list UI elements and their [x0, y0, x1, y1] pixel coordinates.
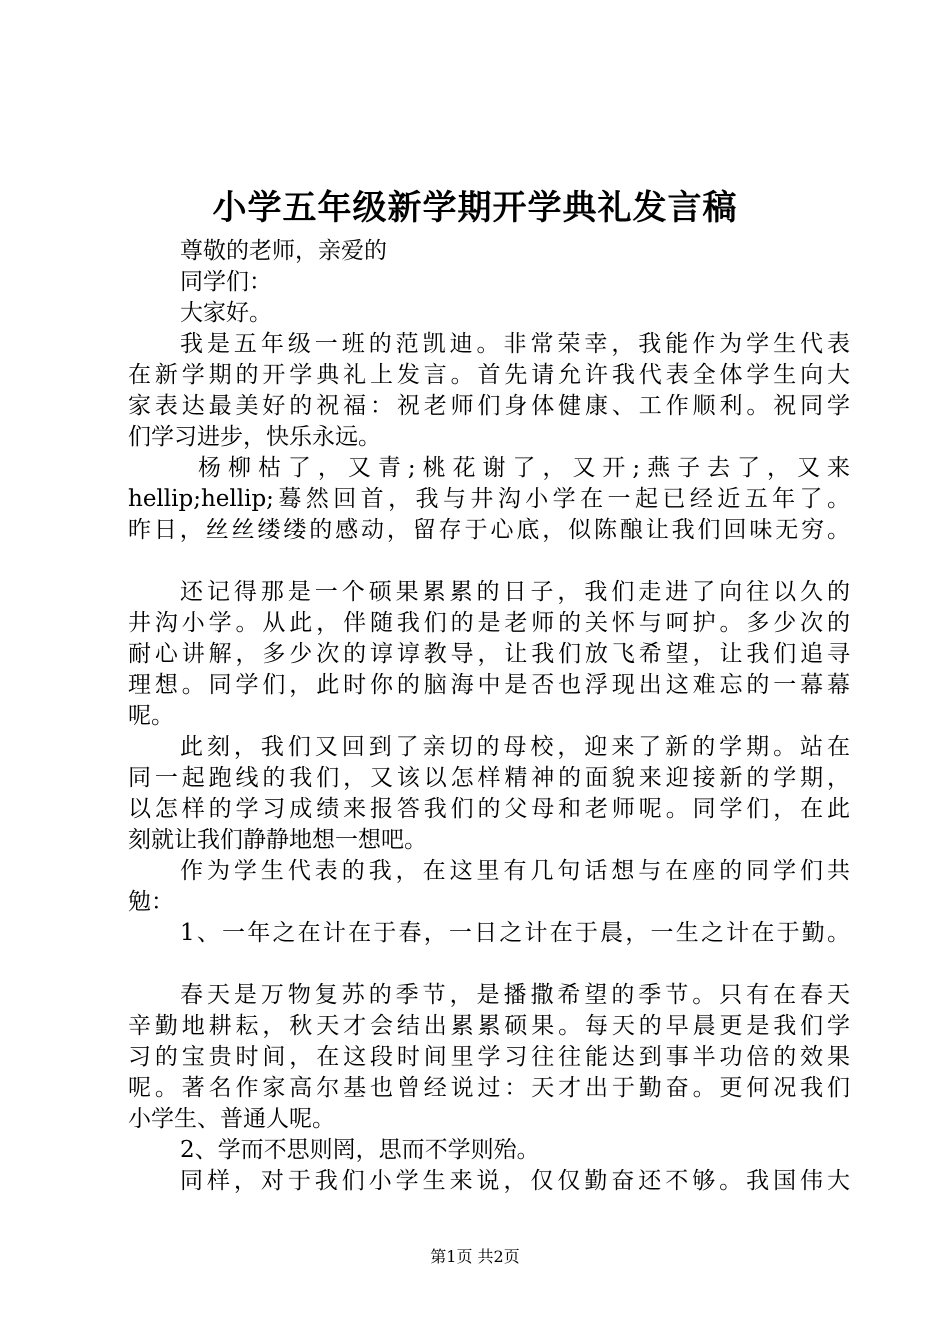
text-line: 同一起跑线的我们，又该以怎样精神的面貌来迎接新的学期，: [128, 765, 850, 791]
text-line: 以怎样的学习成绩来报答我们的父母和老师呢。同学们，在此: [128, 796, 850, 822]
text-line: 1、一年之在计在于春，一日之计在于晨，一生之计在于勤。: [180, 920, 850, 946]
text-line: 辛勤地耕耘，秋天才会结出累累硕果。每天的早晨更是我们学: [128, 1013, 850, 1039]
text-line: 刻就让我们静静地想一想吧。: [128, 827, 427, 853]
text-line: 昨日，丝丝缕缕的感动，留存于心底，似陈酿让我们回味无穷。: [128, 517, 850, 543]
text-line: 2、学而不思则罔，思而不学则殆。: [180, 1137, 540, 1163]
document-title: 小学五年级新学期开学典礼发言稿: [212, 188, 738, 228]
text-line: 杨柳枯了，又青;桃花谢了，又开;燕子去了，又来: [198, 455, 850, 481]
text-line: 春天是万物复苏的季节，是播撒希望的季节。只有在春天: [180, 982, 850, 1008]
page-number: 第1页 共2页: [430, 1247, 520, 1266]
text-line: hellip;hellip;蓦然回首，我与井沟小学在一起已经近五年了。: [128, 486, 850, 512]
text-line: 们学习进步，快乐永远。: [128, 424, 381, 450]
text-line: 井沟小学。从此，伴随我们的是老师的关怀与呵护。多少次的: [128, 610, 850, 636]
text-line: 作为学生代表的我，在这里有几句话想与在座的同学们共: [180, 858, 850, 884]
text-line: 尊敬的老师，亲爱的: [180, 238, 387, 264]
text-line: 同样，对于我们小学生来说，仅仅勤奋还不够。我国伟大: [180, 1168, 850, 1194]
text-line: 习的宝贵时间，在这段时间里学习往往能达到事半功倍的效果: [128, 1044, 850, 1070]
text-line: 此刻，我们又回到了亲切的母校，迎来了新的学期。站在: [180, 734, 850, 760]
text-line: 还记得那是一个硕果累累的日子，我们走进了向往以久的: [180, 579, 850, 605]
text-line: 同学们：: [180, 269, 272, 295]
text-line: 勉：: [128, 889, 174, 915]
text-line: 大家好。: [180, 300, 272, 326]
blank-line: [128, 546, 850, 577]
text-line: 小学生、普通人呢。: [128, 1106, 335, 1132]
text-line: 呢。著名作家高尔基也曾经说过：天才出于勤奋。更何况我们: [128, 1075, 850, 1101]
text-line: 我是五年级一班的范凯迪。非常荣幸，我能作为学生代表: [180, 331, 850, 357]
blank-line: [128, 949, 850, 980]
text-line: 在新学期的开学典礼上发言。首先请允许我代表全体学生向大: [128, 362, 850, 388]
text-line: 耐心讲解，多少次的谆谆教导，让我们放飞希望，让我们追寻: [128, 641, 850, 667]
text-line: 理想。同学们，此时你的脑海中是否也浮现出这难忘的一幕幕: [128, 672, 850, 698]
text-line: 家表达最美好的祝福：祝老师们身体健康、工作顺利。祝同学: [128, 393, 850, 419]
document-body: [128, 236, 850, 1197]
text-line: 呢。: [128, 703, 174, 729]
